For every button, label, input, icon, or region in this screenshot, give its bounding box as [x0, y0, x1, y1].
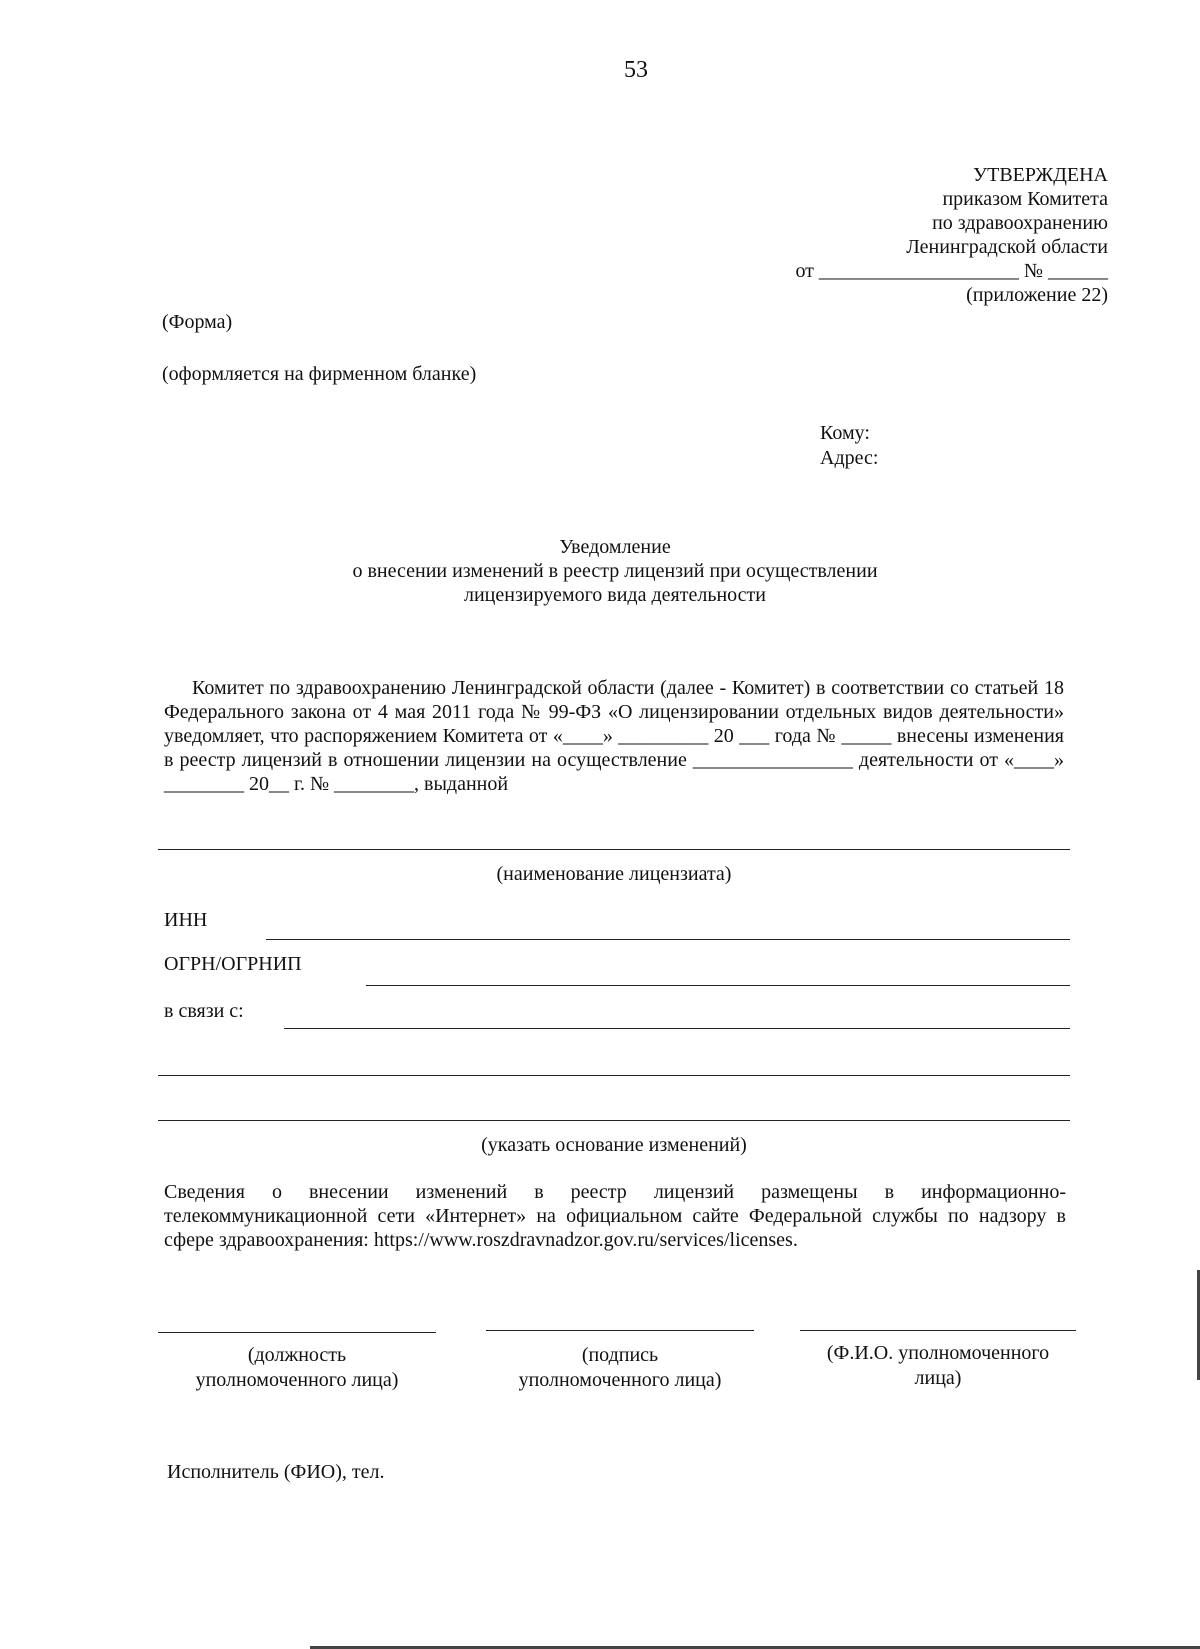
executor-line: Исполнитель (ФИО), тел.: [167, 1461, 385, 1483]
recipient-to-label: Кому:: [820, 422, 870, 444]
signature-caption-line: (подпись: [581, 1344, 659, 1366]
reason-line-2: [158, 1075, 1070, 1076]
reason-caption: (указать основание изменений): [481, 1134, 747, 1156]
reason-label: в связи с:: [164, 1000, 244, 1022]
name-caption-line: лица): [914, 1367, 962, 1389]
reason-line: [284, 1028, 1070, 1029]
name-caption: [800, 1341, 1076, 1391]
signature-caption: [486, 1343, 754, 1393]
heading-subtitle: о внесении изменений в реестр лицензий при осуществлении: [352, 560, 878, 582]
approval-line: по здравоохранению: [932, 212, 1108, 234]
approval-line: приказом Комитета: [942, 188, 1108, 210]
form-label: (Форма): [162, 311, 233, 333]
page-number: 53: [624, 57, 648, 83]
inn-label: ИНН: [164, 909, 208, 931]
heading-subtitle: лицензируемого вида деятельности: [464, 584, 766, 606]
ogrn-line: [366, 985, 1070, 986]
registry-info: Сведения о внесении изменений в реестр лицензий размещены в информационно-телекоммуникационной сети «Интернет» на официальном сайте Федеральной службы по надзору в сфере здравоохранения: https://www.roszdravnadzor.gov.ru/services/licenses.: [164, 1181, 1066, 1251]
name-caption-line: (Ф.И.О. уполномоченного: [826, 1342, 1050, 1364]
signature-line: [486, 1330, 754, 1331]
document-heading: [300, 535, 930, 607]
approval-line: Ленинградской области: [906, 236, 1108, 258]
recipient-address-label: Адрес:: [820, 447, 879, 469]
reason-line-3: [158, 1120, 1070, 1121]
licensee-name-line: [158, 849, 1070, 850]
letterhead-note: (оформляется на фирменном бланке): [162, 363, 477, 385]
approval-appendix: (приложение 22): [966, 284, 1108, 306]
name-signature-line: [800, 1330, 1076, 1331]
position-caption-line: (должность: [247, 1344, 347, 1366]
ogrn-label: ОГРН/ОГРНИП: [164, 953, 302, 975]
body-paragraph: Комитет по здравоохранению Ленинградской области (далее - Комитет) в соответствии со статьей 18 Федерального закона от 4 мая 2011 года № 99-ФЗ «О лицензировании отдельных видов деятельности» уведомляет, что распоряжением Комитета от «____» _________ 20 ___ года № _____ внесены изменения в реестр лицензий в отношении лицензии на осуществление ________________ деятельности от «____» ________ 20__ г. № ________, выданной: [164, 677, 1064, 795]
position-signature-line: [158, 1332, 436, 1333]
position-caption-line: уполномоченного лица): [195, 1369, 399, 1391]
position-caption: [158, 1343, 436, 1393]
approval-title: УТВЕРЖДЕНА: [972, 164, 1108, 186]
heading-title: Уведомление: [559, 536, 671, 558]
notification-body: [164, 676, 1064, 796]
licensee-caption: (наименование лицензиата): [496, 863, 732, 885]
signature-caption-line: уполномоченного лица): [518, 1369, 722, 1391]
approval-date-line: от ____________________ № ______: [795, 260, 1108, 282]
inn-line: [266, 939, 1070, 940]
approval-block: [700, 163, 1108, 307]
